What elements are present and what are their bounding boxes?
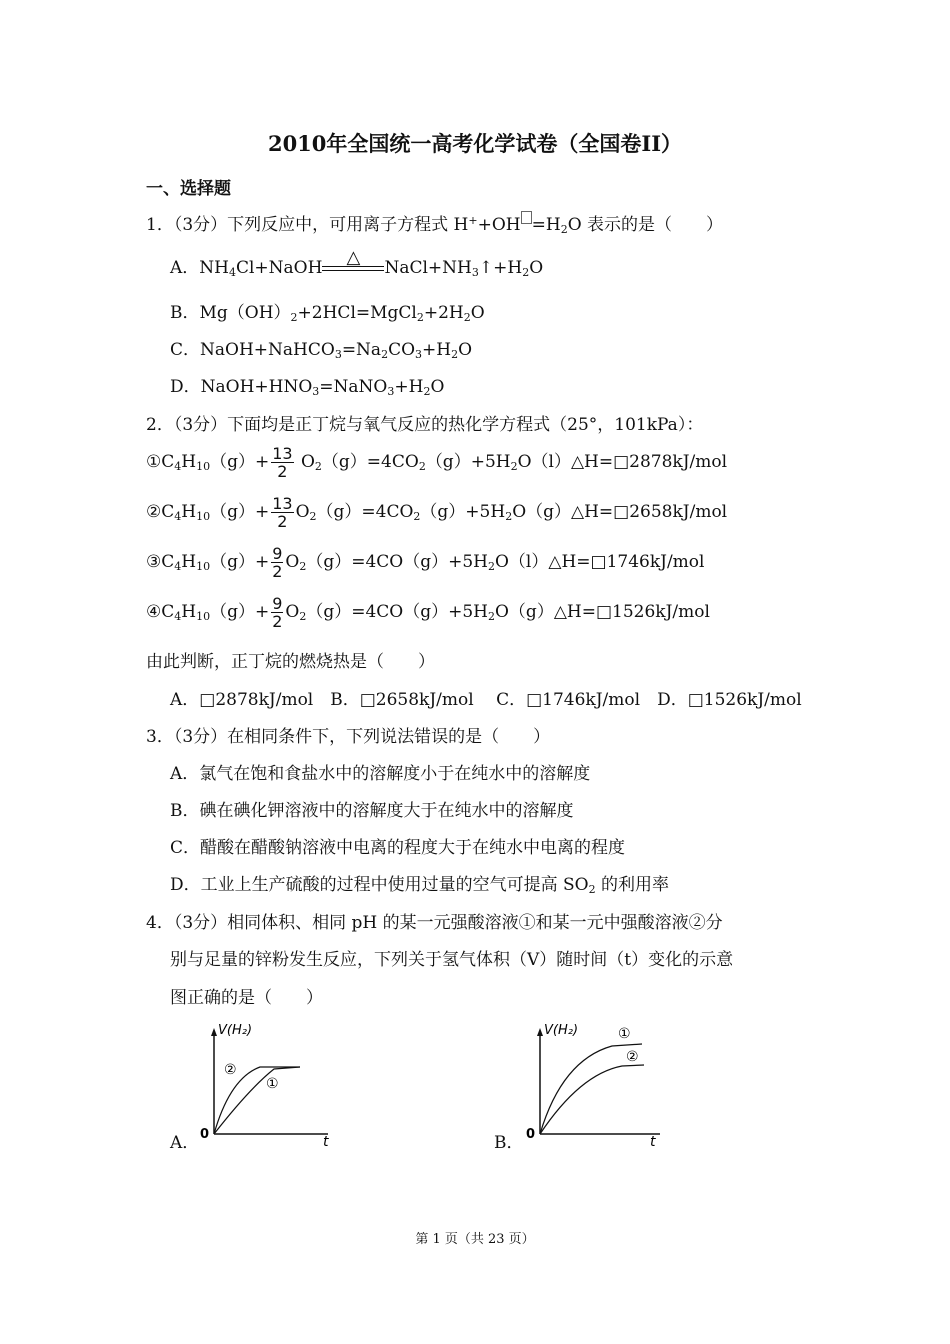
q1-option-c: C．$NaOH+NaHCO_3=Na_2CO_3+H_2O$ [170, 340, 473, 361]
question-3-stem: 3．（3分）在相同条件下，下列说法错误的是（ ） [146, 727, 551, 747]
graph-a-y-label: V(H₂) [218, 1023, 253, 1038]
q1-option-a: A．$NH_4Cl+NaOH$ △ $NaCl+NH_3↑+H_2O$ [170, 246, 544, 279]
graph-b-y-arrow-icon [537, 1028, 543, 1036]
question-4-line-2: 别与足量的锌粉发生反应，下列关于氢气体积（V）随时间（t）变化的示意 [170, 950, 734, 970]
heating-arrow-icon: △ [322, 262, 384, 276]
q1-stem-sup: + [468, 214, 478, 227]
missing-glyph-box [521, 211, 532, 224]
graph-a-label-2: ② [224, 1062, 237, 1078]
q2-judgement: 由此判断，正丁烷的燃烧热是（ ） [146, 652, 435, 672]
q2-equation-3: $③C_4H_{10}(g)+$ $\frac{9}{2}$ $O_2(g)=4CO(g)+5H_2O(l)\triangle H=□1746kJ$/mol [146, 544, 705, 581]
graph-b-label-2: ② [626, 1049, 639, 1065]
section-heading: 一、选择题 [146, 179, 231, 199]
graph-a-label-1: ① [266, 1076, 279, 1092]
question-1-stem [146, 210, 723, 236]
graph-b-x-label: t [650, 1134, 656, 1150]
q3-option-b: B．碘在碘化钾溶液中的溶解度大于在纯水中的溶解度 [170, 801, 574, 821]
page-footer: 第 1 页（共 23 页） [415, 1232, 535, 1247]
q2-equation-4: $④C_4H_{10}(g)+$ $\frac{9}{2}$ $O_2(g)=4CO(g)+5H_2O(g)\triangle H=□1526kJ$/mol [146, 594, 710, 631]
graph-b-origin: 0 [526, 1127, 536, 1142]
q3-option-d: D．工业上生产硫酸的过程中使用过量的空气可提高 $SO_2$ 的利用率 [170, 875, 670, 896]
q1-option-b: B．$Mg(OH)_2+2HCl=MgCl_2+2H_2O$ [170, 303, 485, 324]
q4-option-b-label: B． [494, 1133, 524, 1153]
graph-a-x-label: t [323, 1134, 329, 1150]
question-4-line-3: 图正确的是（ ） [170, 988, 323, 1008]
q2-options: A．□2878kJ/mol B．□2658kJ/mol C．□1746kJ/mol D．□1526kJ/mol [170, 690, 802, 710]
question-2-stem: 2．（3分）下面均是正丁烷与氧气反应的热化学方程式（25°，101kPa）： [146, 415, 704, 435]
graph-a-origin: 0 [200, 1127, 210, 1142]
graph-a [196, 1020, 346, 1150]
q4-option-a-label: A． [170, 1133, 200, 1153]
q1-stem-part-4: O 表示的是（ ） [567, 215, 724, 235]
graph-b-label-1: ① [618, 1026, 631, 1042]
graph-b-y-label: V(H₂) [544, 1023, 579, 1038]
q1-stem-sub: 2 [560, 223, 568, 236]
graph-b-curve-2 [540, 1065, 644, 1134]
graph-b [522, 1020, 682, 1150]
q2-equation-2: $②C_4H_{10}(g)+$ $\frac{13}{2}$ $O_2(g)=4CO_2(g)+5H_2O(g)\triangle H=□2658kJ$/mol [146, 494, 728, 531]
q2-equation-1: $①C_4H_{10}(g)+$ $\frac{13}{2}$ $O_2(g)=4CO_2(g)+5H_2O(l)\triangle H=□2878kJ$/mol [146, 444, 728, 481]
q1-stem-part-3: =H [531, 215, 561, 235]
q1-stem-part-1: 1．（3分）下列反应中，可用离子方程式 H [146, 215, 469, 235]
q1-stem-part-2: +OH [477, 215, 521, 235]
question-4-line-1: 4．（3分）相同体积、相同 pH 的某一元强酸溶液①和某一元中强酸溶液②分 [146, 913, 723, 933]
q3-option-c: C．醋酸在醋酸钠溶液中电离的程度大于在纯水中电离的程度 [170, 838, 626, 858]
q3-option-a: A．氯气在饱和食盐水中的溶解度小于在纯水中的溶解度 [170, 764, 591, 784]
q1-option-d: D．$NaOH+HNO_3=NaNO_3+H_2O$ [170, 377, 445, 398]
graph-a-y-arrow-icon [211, 1028, 217, 1036]
page-title: 2010年全国统一高考化学试卷（全国卷II） [267, 131, 683, 156]
